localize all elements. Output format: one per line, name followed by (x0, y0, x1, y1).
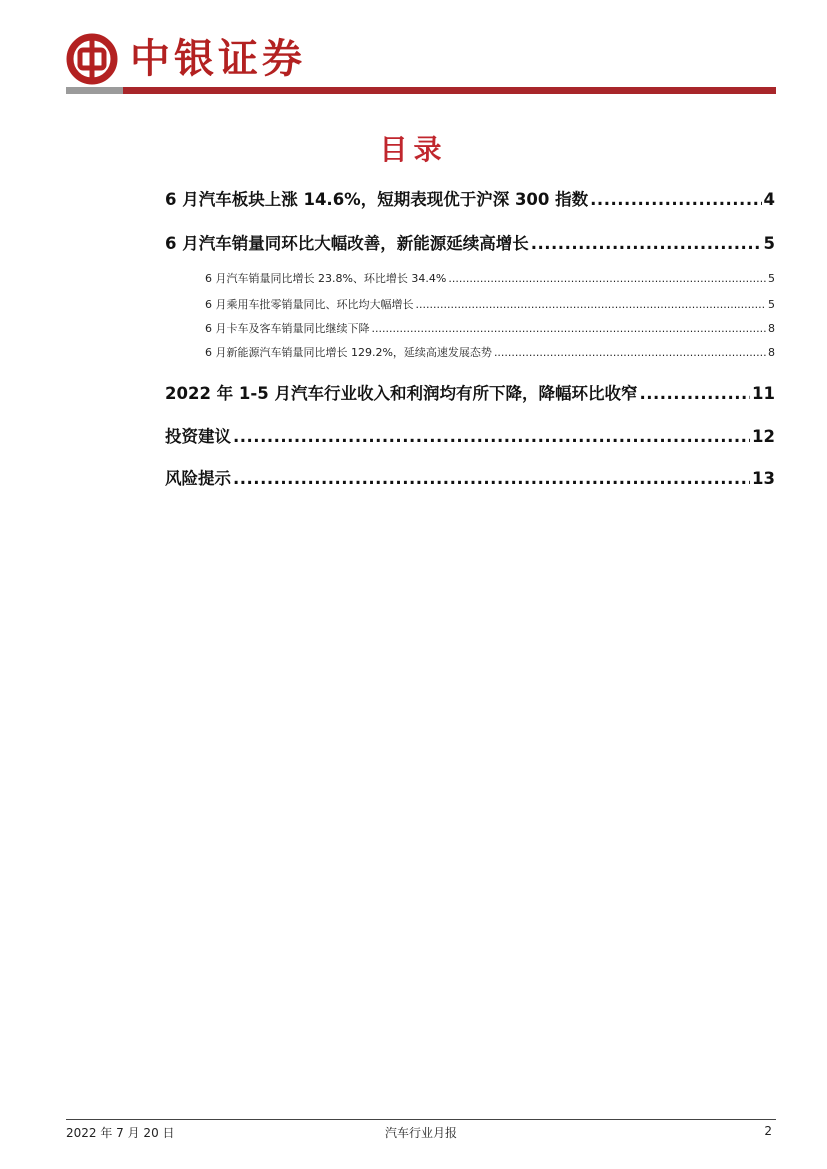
toc-subentry[interactable] (165, 270, 775, 286)
toc-subentry[interactable] (165, 320, 775, 336)
toc-subentry[interactable] (165, 296, 775, 312)
footer-rule (66, 1119, 776, 1120)
toc-entry-page: 4 (763, 190, 775, 209)
toc-entry-text: 6 月卡车及客车销量同比继续下降 (205, 322, 370, 335)
toc-entry-page: 11 (752, 384, 775, 403)
toc-title: 目录 (379, 133, 448, 166)
toc-entry-text: 2022 年 1-5 月汽车行业收入和利润均有所下降，降幅环比收窄 (165, 384, 638, 403)
toc-entry-page: 8 (768, 322, 775, 335)
toc-entry-text: 投资建议 (165, 427, 231, 446)
toc-leader (233, 469, 750, 488)
toc-entry-page: 5 (768, 272, 775, 285)
toc-entry[interactable] (165, 186, 775, 210)
toc-leader (233, 427, 750, 446)
toc-entry-text: 风险提示 (165, 469, 231, 488)
brand-name: 中银证券 (130, 35, 306, 82)
bank-of-china-logo-icon (66, 33, 118, 85)
toc-leader (494, 346, 766, 359)
toc-entry-text: 6 月汽车销量同环比大幅改善，新能源延续高增长 (165, 234, 529, 253)
toc-entry[interactable] (165, 380, 775, 404)
toc-entry-page: 13 (752, 469, 775, 488)
report-name: 汽车行业月报 (384, 1126, 457, 1140)
toc-entry-page: 12 (752, 427, 775, 446)
toc-entry[interactable] (165, 230, 775, 254)
toc-entry-page: 5 (763, 234, 775, 253)
toc-entry[interactable] (165, 423, 775, 447)
toc-leader (372, 322, 767, 335)
toc-entry-text: 6 月汽车板块上涨 14.6%，短期表现优于沪深 300 指数 (165, 190, 589, 209)
toc-entry-page: 5 (768, 298, 775, 311)
toc-entry-text: 6 月乘用车批零销量同比、环比均大幅增长 (205, 298, 414, 311)
header-logo (66, 30, 306, 88)
toc-entry-text: 6 月新能源汽车销量同比增长 129.2%，延续高速发展态势 (205, 346, 492, 359)
page-number: 2 (764, 1124, 772, 1138)
toc-subentry[interactable] (165, 344, 775, 360)
toc-leader (531, 234, 762, 253)
toc-leader (416, 298, 767, 311)
toc-entry[interactable] (165, 465, 775, 489)
toc-entry-text: 6 月汽车销量同比增长 23.8%、环比增长 34.4% (205, 272, 447, 285)
toc-leader (448, 272, 766, 285)
report-date: 2022 年 7 月 20 日 (66, 1126, 175, 1140)
header-rule (66, 87, 776, 94)
toc-leader (639, 384, 750, 403)
toc-entry-page: 8 (768, 346, 775, 359)
toc-leader (590, 190, 761, 209)
